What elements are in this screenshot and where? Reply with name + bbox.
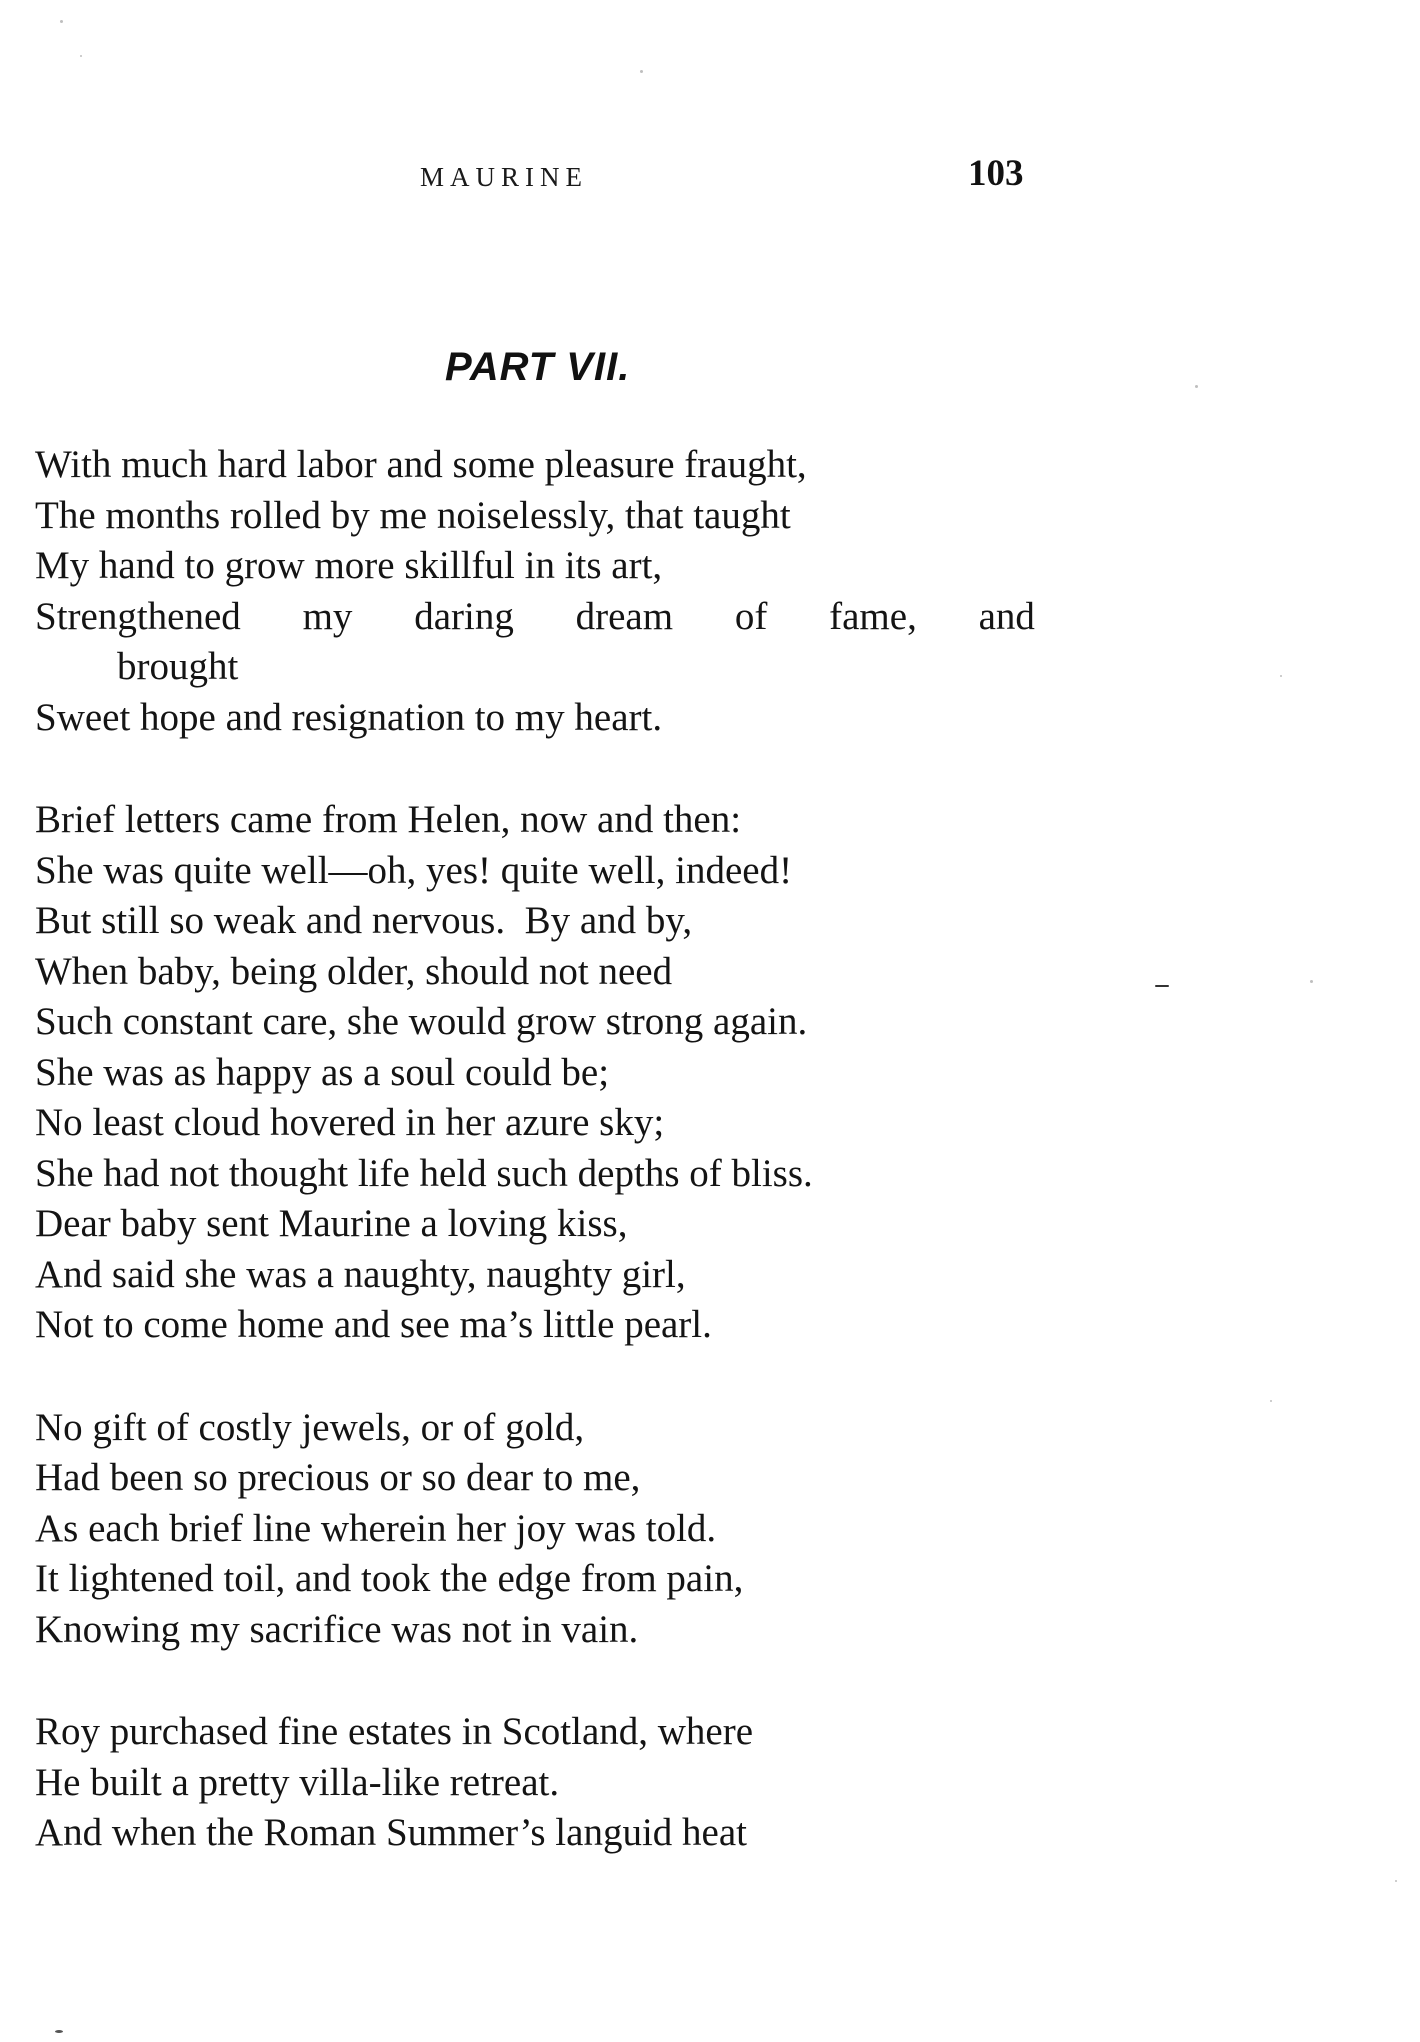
paper-speck bbox=[55, 2030, 63, 2033]
poem-line: And said she was a naughty, naughty girl, bbox=[35, 1252, 686, 1296]
poem-line: But still so weak and nervous. By and by, bbox=[35, 899, 693, 942]
poem-line: No least cloud hovered in her azure sky; bbox=[35, 1101, 665, 1144]
poem-line: My hand to grow more skillful in its art, bbox=[35, 544, 663, 587]
paper-speck bbox=[80, 55, 82, 57]
poem-word: fame, bbox=[829, 594, 917, 638]
paper-speck bbox=[640, 70, 643, 73]
paper-speck bbox=[1270, 1400, 1272, 1402]
poem-line: No gift of costly jewels, or of gold, bbox=[35, 1405, 585, 1449]
stanza-3 bbox=[35, 1403, 1045, 1656]
poem-word: daring bbox=[414, 594, 514, 638]
poem-line: With much hard labor and some pleasure fraught, bbox=[35, 443, 807, 486]
poem-body bbox=[35, 440, 1045, 1911]
poem-line: When baby, being older, should not need bbox=[35, 949, 673, 993]
poem-line: He built a pretty villa-like retreat. bbox=[35, 1760, 560, 1804]
poem-line: Sweet hope and resignation to my heart. bbox=[35, 695, 663, 739]
page-number: 103 bbox=[968, 153, 1024, 194]
poem-line: She had not thought life held such depths of bliss. bbox=[35, 1151, 813, 1195]
poem-line: Had been so precious or so dear to me, bbox=[35, 1456, 641, 1499]
running-title: MAURINE bbox=[420, 162, 588, 192]
poem-line: Brief letters came from Helen, now and then: bbox=[35, 798, 742, 841]
poem-line: It lightened toil, and took the edge from pain, bbox=[35, 1557, 744, 1600]
paper-speck bbox=[1280, 675, 1282, 677]
poem-line: And when the Roman Summer’s languid heat bbox=[35, 1811, 747, 1854]
section-heading: PART VII. bbox=[445, 345, 631, 389]
poem-word: and bbox=[978, 594, 1035, 638]
paper-speck bbox=[1310, 980, 1313, 983]
poem-line-justified bbox=[35, 592, 1035, 643]
poem-word: dream bbox=[575, 594, 674, 638]
poem-line: Knowing my sacrifice was not in vain. bbox=[35, 1607, 639, 1651]
poem-line: As each brief line wherein her joy was told. bbox=[35, 1506, 717, 1550]
poem-word: of bbox=[734, 594, 768, 638]
poem-line: Not to come home and see ma’s little pearl. bbox=[35, 1303, 712, 1346]
poem-line: She was quite well—oh, yes! quite well, indeed! bbox=[35, 848, 793, 892]
stanza-1 bbox=[35, 440, 1045, 743]
poem-line: She was as happy as a soul could be; bbox=[35, 1050, 610, 1094]
paper-speck bbox=[1395, 1880, 1397, 1882]
poem-line: Dear baby sent Maurine a loving kiss, bbox=[35, 1202, 628, 1245]
poem-line: Such constant care, she would grow strong again. bbox=[35, 1000, 808, 1043]
stanza-2 bbox=[35, 795, 1045, 1351]
stanza-4 bbox=[35, 1707, 1045, 1859]
poem-word: Strengthened bbox=[35, 594, 241, 638]
paper-speck bbox=[1155, 985, 1169, 987]
poem-line-runover: brought bbox=[117, 645, 239, 688]
poem-word: my bbox=[302, 594, 353, 638]
poem-line: Roy purchased fine estates in Scotland, where bbox=[35, 1710, 754, 1753]
poem-line: The months rolled by me noiselessly, that taught bbox=[35, 493, 791, 537]
paper-speck bbox=[1195, 385, 1198, 388]
paper-speck bbox=[60, 20, 63, 23]
